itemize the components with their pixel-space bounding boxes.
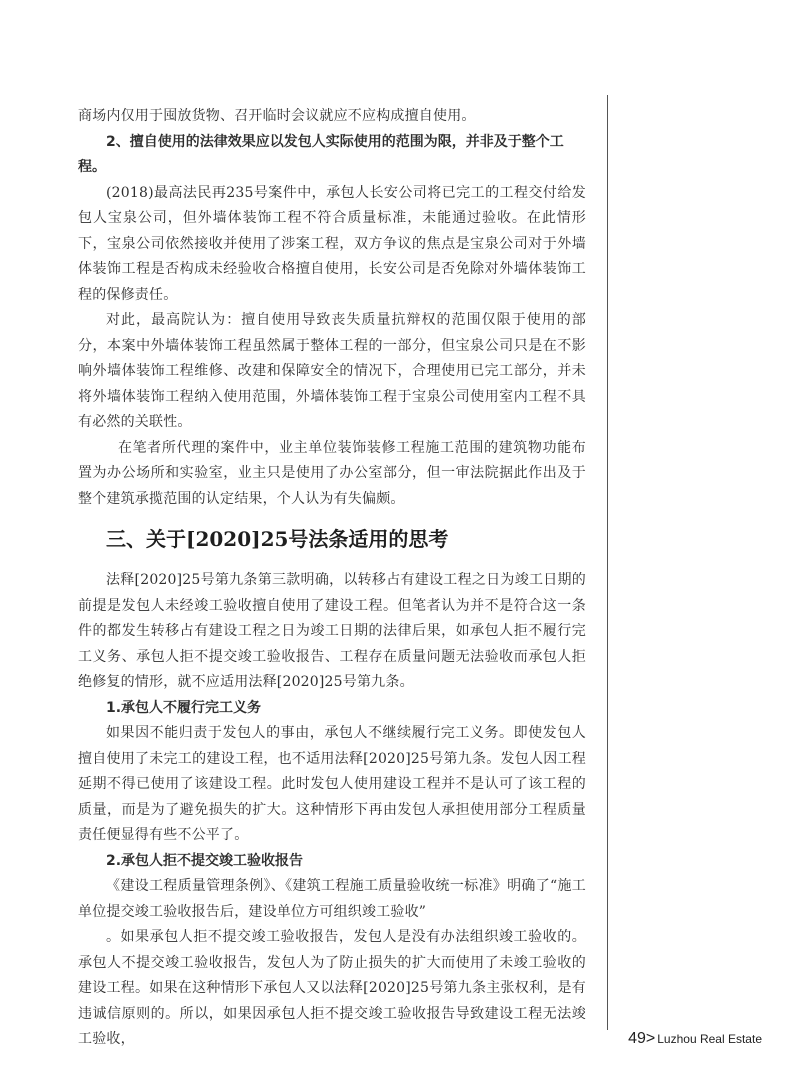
page-number: 49> [628, 1030, 656, 1047]
page-footer [628, 1030, 762, 1048]
paragraph: 对此，最高院认为：擅自使用导致丧失质量抗辩权的范围仅限于使用的部分，本案中外墙体装饰工程虽然属于整体工程的一部分，但宝泉公司只是在不影响外墙体装饰工程维修、改建和保障安全的情况下，合理使用已完工部分，并未将外墙体装饰工程纳入使用范围，外墙体装饰工程于宝泉公司使用室内工程不具有必然的关联性。 [78, 312, 586, 430]
paragraph: 商场内仅用于囤放货物、召开临时会议就应不应构成擅自使用。 [78, 108, 476, 124]
paragraph: 《建设工程质量管理条例》、《建筑工程施工质量验收统一标准》明确了“施工单位提交竣工验收报告后，建设单位方可组织竣工验收” [78, 878, 586, 920]
paragraph: 。如果承包人拒不提交竣工验收报告，发包人是没有办法组织竣工验收的。承包人不提交竣工验收报告，发包人为了防止损失的扩大而使用了未竣工验收的建设工程。如果在这种情形下承包人又以法释[2020]25号第九条主张权利，是有违诚信原则的。所以，如果因承包人拒不提交竣工验收报告导致建设工程无法竣工验收， [78, 929, 586, 1047]
subheading: 2、擅自使用的法律效果应以发包人实际使用的范围为限，并非及于整个工程。 [78, 133, 564, 175]
column-divider [607, 95, 608, 1030]
subheading: 2.承包人拒不提交竣工验收报告 [106, 852, 304, 869]
article-body [78, 104, 586, 1053]
paragraph: 法释[2020]25号第九条第三款明确，以转移占有建设工程之日为竣工日期的前提是发包人未经竣工验收擅自使用了建设工程。但笔者认为并不是符合这一条件的都发生转移占有建设工程之日为竣工日期的法律后果，如承包人拒不履行完工义务、承包人拒不提交竣工验收报告、工程存在质量问题无法验收而承包人拒绝修复的情形，就不应适用法释[2020]25号第九条。 [78, 572, 586, 690]
paragraph: 如果因不能归责于发包人的事由，承包人不继续履行完工义务。即使发包人擅自使用了未完工的建设工程，也不适用法释[2020]25号第九条。发包人因工程延期不得已使用了该建设工程。此时发包人使用建设工程并不是认可了该工程的质量，而是为了避免损失的扩大。这种情形下再由发包人承担使用部分工程质量责任便显得有些不公平了。 [78, 725, 586, 843]
subheading: 1.承包人不履行完工义务 [106, 699, 262, 716]
paragraph: (2018)最高法民再235号案件中，承包人长安公司将已完工的工程交付给发包人宝泉公司，但外墙体装饰工程不符合质量标准，未能通过验收。在此情形下，宝泉公司依然接收并使用了涉案工程，双方争议的焦点是宝泉公司对于外墙体装饰工程是否构成未经验收合格擅自使用，长安公司是否免除对外墙体装饰工程的保修责任。 [78, 184, 586, 303]
publication-name: Luzhou Real Estate [657, 1032, 762, 1046]
section-heading: 三、关于[2020]25号法条适用的思考 [106, 527, 449, 551]
paragraph: 在笔者所代理的案件中，业主单位装饰装修工程施工范围的建筑物功能布置为办公场所和实验室，业主只是使用了办公室部分，但一审法院据此作出及于整个建筑承揽范围的认定结果，个人认为有失偏颇。 [78, 439, 586, 507]
